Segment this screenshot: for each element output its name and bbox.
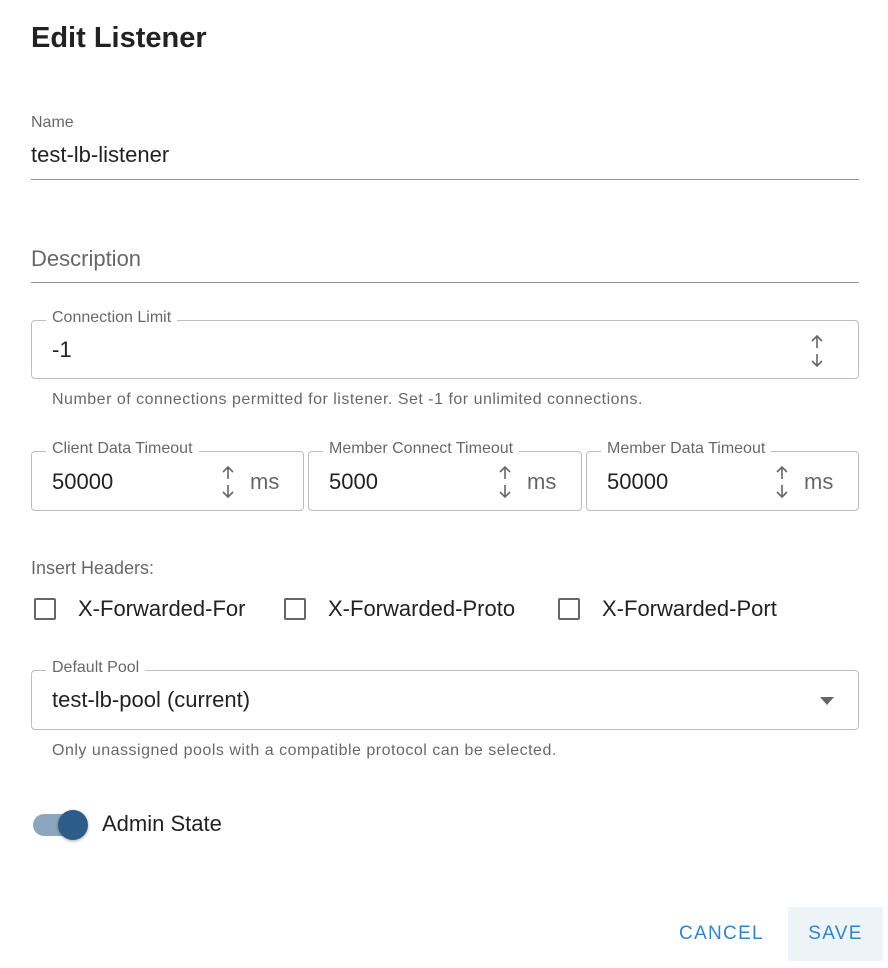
checkbox-x-forwarded-proto[interactable]: [284, 596, 515, 622]
member-connect-timeout-unit: ms: [527, 469, 557, 494]
member-data-timeout-unit: ms: [804, 469, 834, 494]
admin-state-label: Admin State: [102, 811, 222, 836]
name-input[interactable]: test-lb-listener: [31, 142, 170, 167]
checkbox-label: X-Forwarded-Proto: [328, 596, 516, 621]
cancel-button[interactable]: CANCEL: [679, 923, 764, 944]
checkbox-box[interactable]: [34, 598, 56, 620]
name-underline: [31, 179, 859, 180]
default-pool-select[interactable]: [31, 659, 859, 730]
default-pool-helper: Only unassigned pools with a compatible protocol can be selected.: [52, 742, 557, 759]
connection-limit-input[interactable]: -1: [52, 337, 72, 362]
description-input[interactable]: Description: [31, 246, 142, 271]
default-pool-value: test-lb-pool (current): [52, 687, 251, 712]
client-data-timeout-unit: ms: [250, 469, 280, 494]
member-connect-timeout-input[interactable]: 5000: [329, 469, 378, 494]
client-data-timeout-label: Client Data Timeout: [46, 440, 199, 458]
spinner-arrows-icon[interactable]: [219, 465, 237, 499]
checkbox-box[interactable]: [558, 598, 580, 620]
connection-limit-helper: Number of connections permitted for listener. Set -1 for unlimited connections.: [52, 391, 643, 408]
member-data-timeout-field[interactable]: [586, 440, 859, 511]
default-pool-label: Default Pool: [46, 659, 145, 677]
member-data-timeout-label: Member Data Timeout: [601, 440, 771, 458]
spinner-arrows-icon[interactable]: [808, 334, 826, 368]
checkbox-x-forwarded-for[interactable]: [34, 596, 245, 622]
name-label: Name: [31, 114, 74, 131]
member-connect-timeout-field[interactable]: [308, 440, 582, 511]
member-connect-timeout-label: Member Connect Timeout: [323, 440, 519, 458]
client-data-timeout-input[interactable]: 50000: [52, 469, 114, 494]
spinner-arrows-icon[interactable]: [496, 465, 514, 499]
connection-limit-field[interactable]: [31, 309, 859, 379]
spinner-arrows-icon[interactable]: [773, 465, 791, 499]
checkbox-box[interactable]: [284, 598, 306, 620]
admin-state-switch[interactable]: [33, 809, 89, 841]
connection-limit-label: Connection Limit: [46, 309, 177, 327]
checkbox-label: X-Forwarded-For: [78, 596, 246, 621]
dropdown-arrow-icon[interactable]: [819, 696, 835, 706]
insert-headers-label: Insert Headers:: [31, 558, 155, 578]
description-underline: [31, 282, 859, 283]
checkbox-x-forwarded-port[interactable]: [558, 596, 777, 622]
dialog-title: Edit Listener: [31, 22, 207, 54]
switch-thumb[interactable]: [58, 810, 88, 840]
save-button[interactable]: SAVE: [788, 907, 883, 961]
client-data-timeout-field[interactable]: [31, 440, 304, 511]
checkbox-label: X-Forwarded-Port: [602, 596, 777, 621]
member-data-timeout-input[interactable]: 50000: [607, 469, 669, 494]
